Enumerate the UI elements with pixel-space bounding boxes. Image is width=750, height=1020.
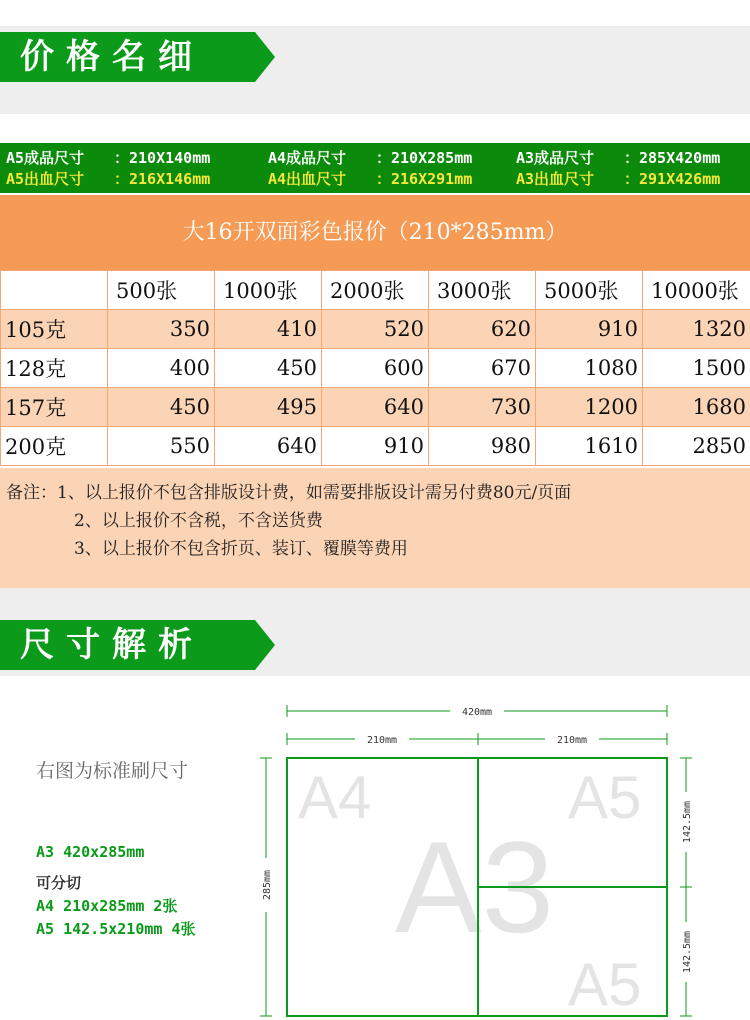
size-bleed-value: ：216X146mm — [114, 170, 211, 188]
paper-weight-cell: 200克 — [1, 427, 108, 466]
note-line: 备注：1、以上报价不包含排版设计费，如需要排版设计需另付费80元/页面 — [6, 483, 572, 503]
size-section-banner — [0, 588, 750, 676]
size-finish-label: A5成品尺寸 — [6, 149, 85, 167]
size-group-a4 — [268, 148, 472, 190]
table-row — [1, 349, 750, 388]
price-title-tab — [0, 32, 275, 82]
price-table — [0, 270, 750, 466]
size-group-a3 — [516, 148, 720, 190]
price-section-banner — [0, 26, 750, 114]
table-header-cell: 3000张 — [429, 271, 536, 310]
dim-upper-right-label: 142.5mm — [682, 800, 693, 844]
dim-total-width-label: 420mm — [461, 707, 493, 718]
dim-upper-right — [679, 758, 693, 887]
size-group-a5 — [6, 148, 210, 190]
size-bleed-value: ：291X426mm — [624, 170, 721, 188]
note-line: 3、以上报价不包含折页、装订、覆膜等费用 — [74, 539, 408, 559]
price-section-title: 价格名细 — [20, 37, 204, 77]
size-finish-value: ：285X420mm — [624, 149, 721, 167]
price-cell: 2850 — [643, 427, 750, 466]
size-finish-label: A4成品尺寸 — [268, 149, 347, 167]
table-row — [1, 388, 750, 427]
dim-lower-right-label: 142.5mm — [682, 930, 693, 974]
dim-right-width — [478, 732, 667, 746]
table-row — [1, 310, 750, 349]
size-bleed-label: A3出血尺寸 — [516, 170, 595, 188]
size-bleed-value: ：216X291mm — [376, 170, 473, 188]
price-cell: 910 — [536, 310, 643, 349]
standard-size-caption: 右图为标准刷尺寸 — [36, 760, 189, 782]
ghost-label-a5-bottom: A5 — [568, 951, 642, 1018]
spec-a4: A4 210x285mm 2张 — [36, 897, 178, 915]
table-row — [1, 427, 750, 466]
table-header-cell: 10000张 — [643, 271, 750, 310]
price-cell: 1610 — [536, 427, 643, 466]
table-header-cell: 5000张 — [536, 271, 643, 310]
notes-block — [0, 468, 750, 588]
price-cell: 910 — [322, 427, 429, 466]
spec-a3: A3 420x285mm — [36, 843, 145, 861]
paper-weight-cell: 128克 — [1, 349, 108, 388]
price-cell: 1200 — [536, 388, 643, 427]
spec-a5: A5 142.5x210mm 4张 — [36, 920, 196, 938]
price-cell: 450 — [108, 388, 215, 427]
size-finish-value: ：210X285mm — [376, 149, 473, 167]
dim-total-width — [287, 704, 667, 718]
dim-left-width-label: 210mm — [366, 735, 398, 746]
price-cell: 730 — [429, 388, 536, 427]
sizes-bar — [0, 143, 750, 193]
size-title-tab — [0, 620, 275, 670]
price-cell: 450 — [215, 349, 322, 388]
note-line: 2、以上报价不含税，不含送货费 — [74, 511, 323, 531]
size-diagram — [250, 700, 700, 1018]
price-cell: 670 — [429, 349, 536, 388]
price-cell: 980 — [429, 427, 536, 466]
spec-cut-label: 可分切 — [36, 874, 82, 892]
price-cell: 550 — [108, 427, 215, 466]
table-header-cell: 2000张 — [322, 271, 429, 310]
price-cell: 620 — [429, 310, 536, 349]
dim-left-width — [287, 732, 478, 746]
dim-height — [259, 758, 273, 1016]
size-finish-label: A3成品尺寸 — [516, 149, 595, 167]
dim-right-width-label: 210mm — [556, 735, 588, 746]
price-cell: 495 — [215, 388, 322, 427]
price-cell: 1500 — [643, 349, 750, 388]
size-section-title: 尺寸解析 — [20, 625, 204, 665]
price-cell: 520 — [322, 310, 429, 349]
price-cell: 1320 — [643, 310, 750, 349]
quote-title: 大16开双面彩色报价（210*285mm） — [0, 195, 750, 270]
price-cell: 410 — [215, 310, 322, 349]
table-header-cell: 1000张 — [215, 271, 322, 310]
ghost-label-a5-top: A5 — [568, 764, 642, 831]
paper-weight-cell: 105克 — [1, 310, 108, 349]
size-bleed-label: A5出血尺寸 — [6, 170, 85, 188]
table-header-row — [1, 271, 750, 310]
table-header-cell: 500张 — [108, 271, 215, 310]
price-cell: 640 — [215, 427, 322, 466]
dim-lower-right — [679, 887, 693, 1016]
paper-weight-cell: 157克 — [1, 388, 108, 427]
ghost-label-a3: A3 — [395, 814, 555, 960]
price-cell: 600 — [322, 349, 429, 388]
price-cell: 400 — [108, 349, 215, 388]
price-cell: 350 — [108, 310, 215, 349]
price-cell: 640 — [322, 388, 429, 427]
dim-height-label: 285mm — [262, 869, 273, 901]
price-cell: 1080 — [536, 349, 643, 388]
size-bleed-label: A4出血尺寸 — [268, 170, 347, 188]
size-finish-value: ：210X140mm — [114, 149, 211, 167]
price-cell: 1680 — [643, 388, 750, 427]
ghost-label-a4: A4 — [298, 764, 372, 831]
table-header-cell — [1, 271, 108, 310]
